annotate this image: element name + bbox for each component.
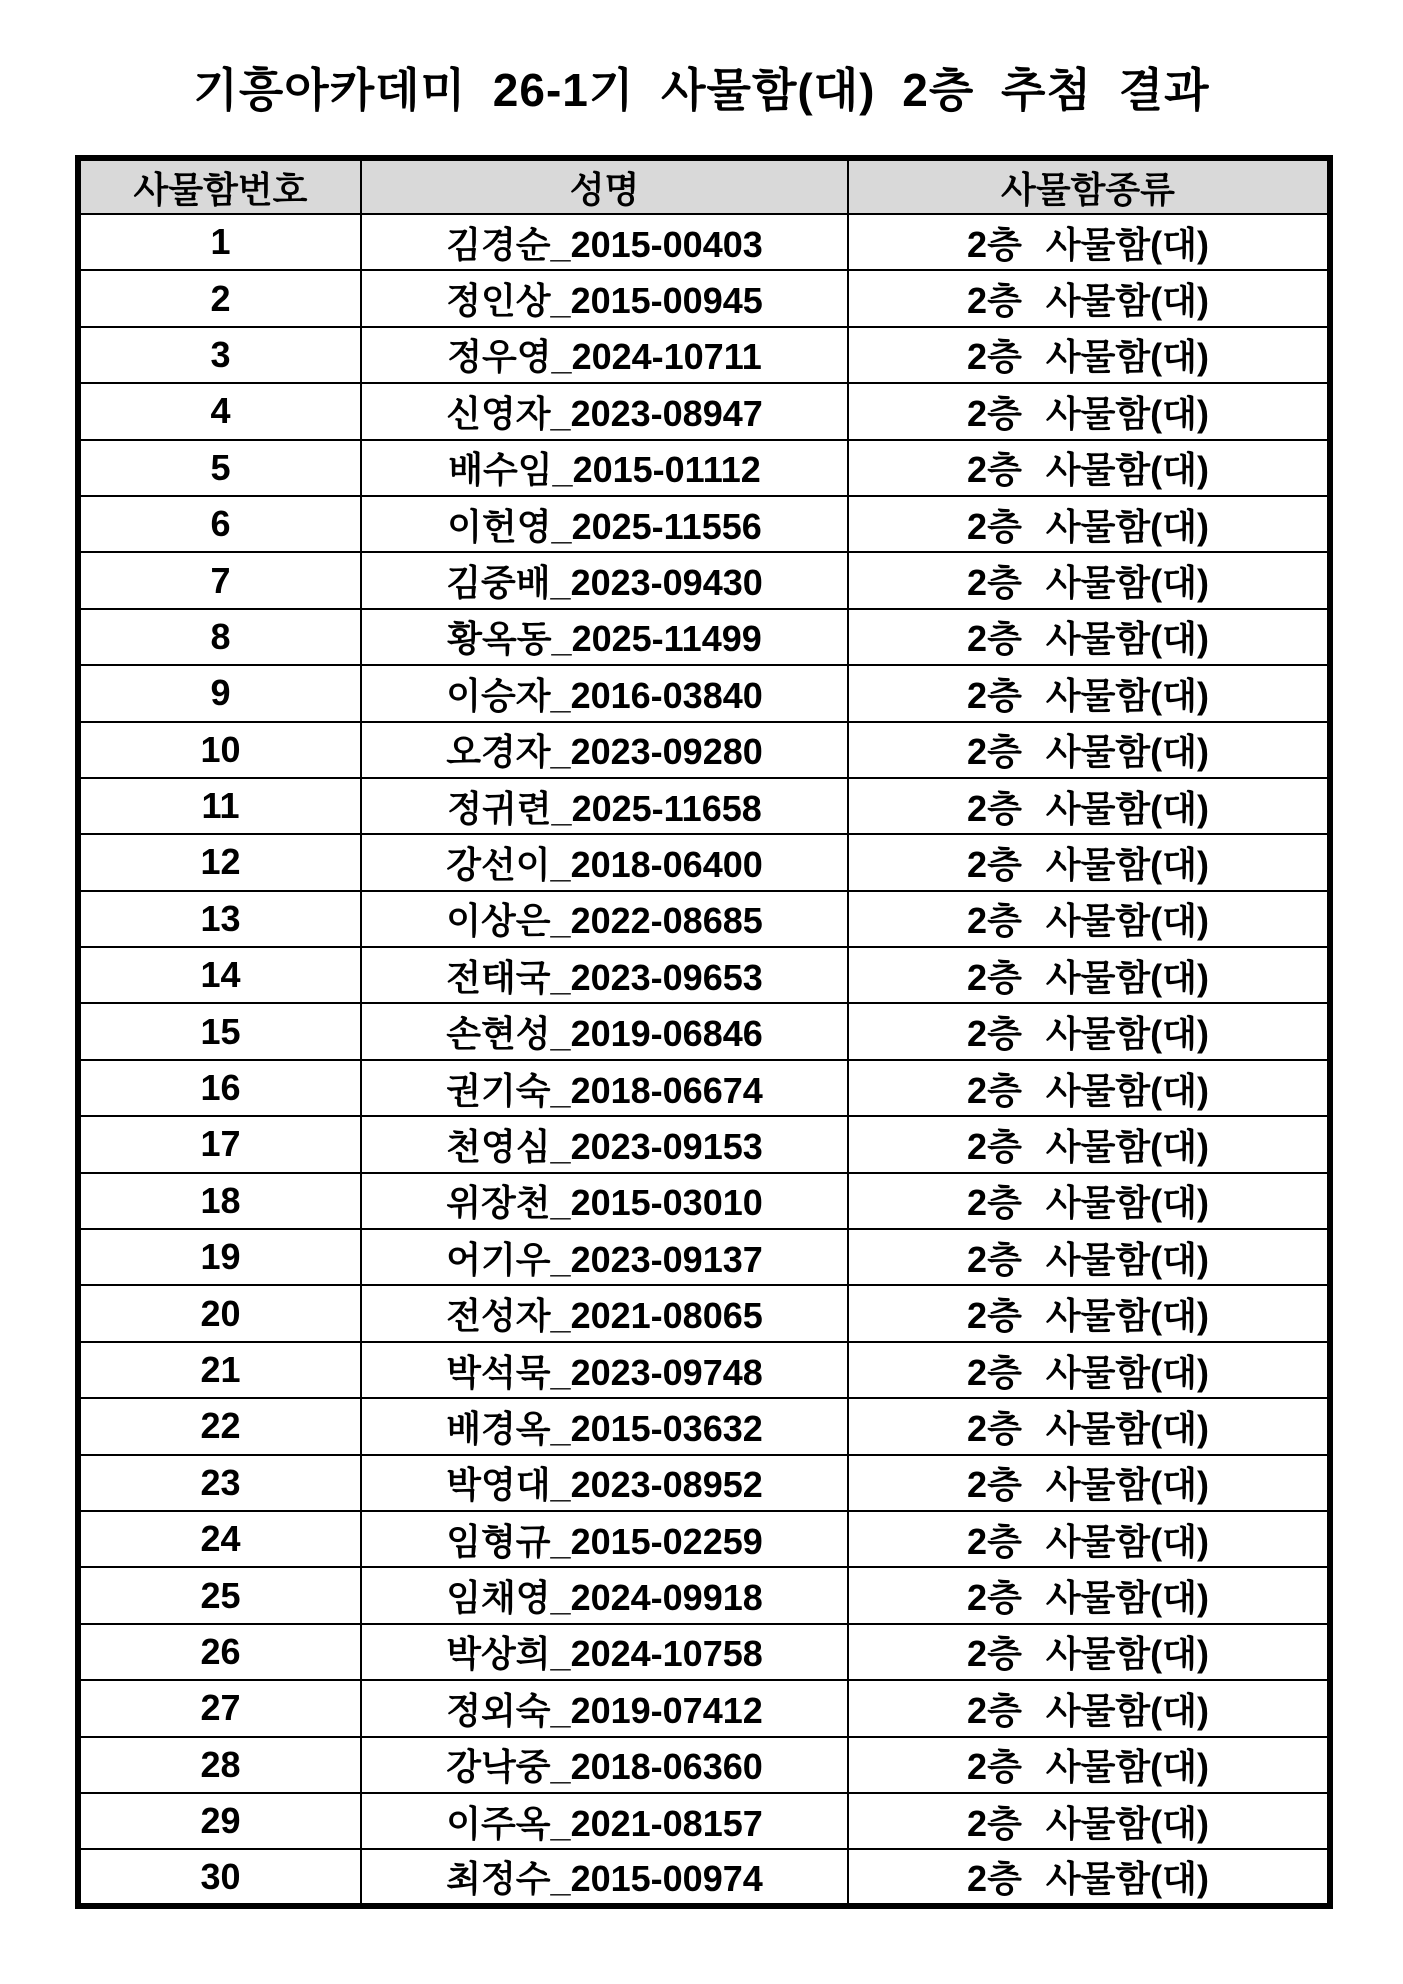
table-row [78,1511,1330,1567]
locker-type-cell: 2층 사물함(대) [848,496,1330,552]
locker-type-cell: 2층 사물함(대) [848,665,1330,721]
locker-number-cell: 27 [78,1680,361,1736]
column-header-locker-number: 사물함번호 [78,158,361,214]
table-row [78,496,1330,552]
member-name-cell: 권기숙_2018-06674 [361,1060,848,1116]
locker-assignment-table [75,155,1333,1909]
locker-number-cell: 12 [78,834,361,890]
locker-number-cell: 13 [78,891,361,947]
member-name-cell: 이헌영_2025-11556 [361,496,848,552]
locker-number-cell: 20 [78,1285,361,1341]
locker-number-cell: 9 [78,665,361,721]
member-name-cell: 이주옥_2021-08157 [361,1793,848,1849]
member-name-cell: 박석묵_2023-09748 [361,1342,848,1398]
member-name-cell: 강낙중_2018-06360 [361,1737,848,1793]
member-name-cell: 김경순_2015-00403 [361,214,848,270]
member-name-cell: 손현성_2019-06846 [361,1003,848,1059]
member-name-cell: 이승자_2016-03840 [361,665,848,721]
member-name-cell: 최정수_2015-00974 [361,1849,848,1905]
locker-number-cell: 19 [78,1229,361,1285]
locker-type-cell: 2층 사물함(대) [848,1511,1330,1567]
locker-number-cell: 23 [78,1455,361,1511]
table-row [78,1003,1330,1059]
table-row [78,1680,1330,1736]
table-row [78,1229,1330,1285]
member-name-cell: 어기우_2023-09137 [361,1229,848,1285]
member-name-cell: 전성자_2021-08065 [361,1285,848,1341]
locker-type-cell: 2층 사물함(대) [848,214,1330,270]
table-row [78,1116,1330,1172]
page-title: 기흥아카데미 26-1기 사물함(대) 2층 추첨 결과 [193,64,1210,116]
member-name-cell: 황옥동_2025-11499 [361,609,848,665]
table-row [78,552,1330,608]
locker-type-cell: 2층 사물함(대) [848,947,1330,1003]
member-name-cell: 박상희_2024-10758 [361,1624,848,1680]
locker-number-cell: 14 [78,947,361,1003]
locker-number-cell: 21 [78,1342,361,1398]
locker-number-cell: 6 [78,496,361,552]
table-row [78,383,1330,439]
table-row [78,722,1330,778]
locker-type-cell: 2층 사물함(대) [848,270,1330,326]
table-row [78,1793,1330,1849]
locker-number-cell: 8 [78,609,361,665]
table-header-row [78,158,1330,214]
table-row [78,834,1330,890]
locker-type-cell: 2층 사물함(대) [848,834,1330,890]
locker-number-cell: 16 [78,1060,361,1116]
locker-number-cell: 7 [78,552,361,608]
locker-number-cell: 18 [78,1173,361,1229]
locker-number-cell: 26 [78,1624,361,1680]
table-row [78,1737,1330,1793]
locker-number-cell: 4 [78,383,361,439]
locker-type-cell: 2층 사물함(대) [848,1060,1330,1116]
locker-number-cell: 17 [78,1116,361,1172]
table-row [78,1567,1330,1623]
locker-number-cell: 1 [78,214,361,270]
locker-number-cell: 25 [78,1567,361,1623]
locker-type-cell: 2층 사물함(대) [848,552,1330,608]
table-row [78,1060,1330,1116]
locker-type-cell: 2층 사물함(대) [848,1342,1330,1398]
member-name-cell: 임형규_2015-02259 [361,1511,848,1567]
member-name-cell: 박영대_2023-08952 [361,1455,848,1511]
locker-number-cell: 2 [78,270,361,326]
locker-type-cell: 2층 사물함(대) [848,1229,1330,1285]
member-name-cell: 배경옥_2015-03632 [361,1398,848,1454]
locker-number-cell: 24 [78,1511,361,1567]
locker-type-cell: 2층 사물함(대) [848,891,1330,947]
locker-type-cell: 2층 사물함(대) [848,327,1330,383]
locker-type-cell: 2층 사물함(대) [848,722,1330,778]
member-name-cell: 오경자_2023-09280 [361,722,848,778]
table-row [78,214,1330,270]
locker-number-cell: 11 [78,778,361,834]
table-row [78,1342,1330,1398]
member-name-cell: 전태국_2023-09653 [361,947,848,1003]
table-row [78,665,1330,721]
table-row [78,609,1330,665]
locker-type-cell: 2층 사물함(대) [848,383,1330,439]
locker-type-cell: 2층 사물함(대) [848,1173,1330,1229]
member-name-cell: 임채영_2024-09918 [361,1567,848,1623]
locker-type-cell: 2층 사물함(대) [848,1680,1330,1736]
locker-type-cell: 2층 사물함(대) [848,1849,1330,1905]
locker-type-cell: 2층 사물함(대) [848,1116,1330,1172]
locker-type-cell: 2층 사물함(대) [848,1455,1330,1511]
locker-number-cell: 3 [78,327,361,383]
column-header-locker-type: 사물함종류 [848,158,1330,214]
locker-type-cell: 2층 사물함(대) [848,1793,1330,1849]
locker-type-cell: 2층 사물함(대) [848,778,1330,834]
column-header-name: 성명 [361,158,848,214]
member-name-cell: 정귀련_2025-11658 [361,778,848,834]
member-name-cell: 정인상_2015-00945 [361,270,848,326]
member-name-cell: 정우영_2024-10711 [361,327,848,383]
locker-type-cell: 2층 사물함(대) [848,440,1330,496]
locker-number-cell: 5 [78,440,361,496]
table-row [78,1285,1330,1341]
table-row [78,778,1330,834]
locker-number-cell: 22 [78,1398,361,1454]
member-name-cell: 신영자_2023-08947 [361,383,848,439]
member-name-cell: 배수임_2015-01112 [361,440,848,496]
locker-type-cell: 2층 사물함(대) [848,1567,1330,1623]
table-body [78,214,1330,1906]
table-row [78,891,1330,947]
table-row [78,270,1330,326]
locker-type-cell: 2층 사물함(대) [848,1398,1330,1454]
locker-number-cell: 10 [78,722,361,778]
table-row [78,1624,1330,1680]
table-row [78,1849,1330,1905]
member-name-cell: 이상은_2022-08685 [361,891,848,947]
table-row [78,1455,1330,1511]
locker-type-cell: 2층 사물함(대) [848,1737,1330,1793]
table-row [78,1173,1330,1229]
locker-number-cell: 29 [78,1793,361,1849]
locker-type-cell: 2층 사물함(대) [848,1003,1330,1059]
table-row [78,1398,1330,1454]
locker-number-cell: 30 [78,1849,361,1905]
table-row [78,327,1330,383]
locker-type-cell: 2층 사물함(대) [848,1285,1330,1341]
locker-number-cell: 28 [78,1737,361,1793]
locker-number-cell: 15 [78,1003,361,1059]
member-name-cell: 천영심_2023-09153 [361,1116,848,1172]
table-row [78,947,1330,1003]
table-row [78,440,1330,496]
locker-type-cell: 2층 사물함(대) [848,609,1330,665]
member-name-cell: 정외숙_2019-07412 [361,1680,848,1736]
locker-type-cell: 2층 사물함(대) [848,1624,1330,1680]
member-name-cell: 김중배_2023-09430 [361,552,848,608]
member-name-cell: 위장천_2015-03010 [361,1173,848,1229]
member-name-cell: 강선이_2018-06400 [361,834,848,890]
